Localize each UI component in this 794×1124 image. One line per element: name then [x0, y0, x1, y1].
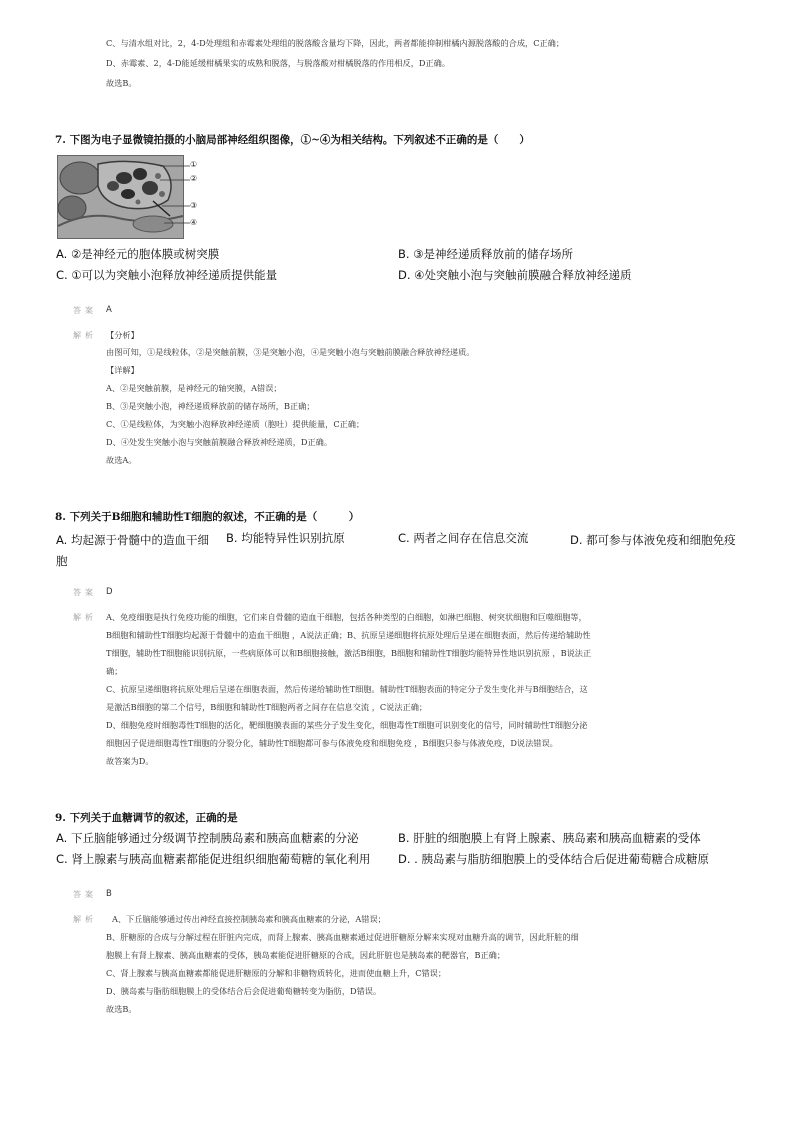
- q8-analysis-label: 解析: [73, 613, 97, 622]
- analysis-line: C、①是线粒体，为突触小泡释放神经递质（胞吐）提供能量，C正确；: [106, 419, 365, 429]
- q7-option-d[interactable]: D. ④处突触小泡与突触前膜融合释放神经递质: [398, 268, 632, 282]
- analysis-line: C、肾上腺素与胰高血糖素都能促进肝糖原的分解和非糖物质转化，进而使血糖上升，C错误；: [106, 968, 447, 978]
- q8-answer: D: [106, 587, 113, 597]
- analysis-line: B、③是突触小泡，神经递质释放前的储存场所，B正确；: [106, 401, 315, 411]
- q8-answer-label: 答案: [73, 588, 97, 597]
- q9-option-c[interactable]: C. 肾上腺素与胰高血糖素都能促进组织细胞葡萄糖的氧化利用: [56, 852, 371, 866]
- figure-label-1: ①: [190, 160, 198, 169]
- figure-label-3: ③: [190, 201, 198, 210]
- figure-leader-lines: [160, 160, 192, 230]
- q9-analysis-label: 解析: [73, 915, 97, 924]
- q9-answer: B: [106, 889, 112, 899]
- analysis-line: 故选B。: [106, 1004, 137, 1014]
- analysis-line: C、抗原呈递细胞将抗原处理后呈递在细胞表面，然后传递给辅助性T细胞。辅助性T细胞表面的特定分子发生变化并与B细胞结合，这: [106, 684, 588, 694]
- analysis-line: A、下丘脑能够通过传出神经直接控制胰岛素和胰高血糖素的分泌，A错误；: [112, 914, 386, 924]
- q7-answer-label: 答案: [73, 306, 97, 315]
- q7-option-a[interactable]: A. ②是神经元的胞体膜或树突膜: [56, 247, 220, 261]
- analysis-line: 是激活B细胞的第二个信号，B细胞和辅助性T细胞两者之间存在信息交流 ，C说法正确；: [106, 702, 428, 712]
- q8-option-d[interactable]: D. 都可参与体液免疫和细胞免疫: [570, 533, 736, 547]
- prev-line: C、与清水组对比，2，4-D处理组和赤霉素处理组的脱落酸含量均下降，因此，两者都能抑制柑橘内源脱落酸的合成，C正确；: [106, 38, 565, 48]
- question-7-title: 7. 下图为电子显微镜拍摄的小脑局部神经组织图像，①~④为相关结构。下列叙述不正确的是（ ）: [55, 134, 530, 146]
- analysis-line: 确；: [106, 666, 123, 676]
- figure-label-2: ②: [190, 174, 198, 183]
- analysis-line: D、胰岛素与脂肪细胞膜上的受体结合后会促进葡萄糖转变为脂肪，D错误。: [106, 986, 382, 996]
- question-9-title: 9. 下列关于血糖调节的叙述，正确的是: [55, 812, 238, 824]
- q9-option-a[interactable]: A. 下丘脑能够通过分级调节控制胰岛素和胰高血糖素的分泌: [56, 831, 359, 845]
- q8-option-a[interactable]: A. 均起源于骨髓中的造血干细胞: [56, 533, 209, 568]
- prev-line: 故选B。: [106, 78, 137, 88]
- analysis-line: 故选A。: [106, 455, 137, 465]
- q7-option-c[interactable]: C. ①可以为突触小泡释放神经递质提供能量: [56, 268, 278, 282]
- analysis-line: D、细胞免疫时细胞毒性T细胞的活化，靶细胞膜表面的某些分子发生变化，细胞毒性T细胞可识别变化的信号，同时辅助性T细胞分泌: [106, 720, 588, 730]
- figure-label-4: ④: [190, 218, 198, 227]
- analysis-line: A、免疫细胞是执行免疫功能的细胞，它们来自骨髓的造血干细胞，包括各种类型的白细胞，如淋巴细胞、树突状细胞和巨噬细胞等，: [106, 612, 587, 622]
- q9-answer-label: 答案: [73, 890, 97, 899]
- q7-answer: A: [106, 305, 112, 315]
- analysis-line: T细胞，辅助性T细胞能识别抗原，一些病原体可以和B细胞接触，激活B细胞，B细胞和辅助性T细胞均能特异性地识别抗原 ，B说法正: [106, 648, 592, 658]
- q9-option-d[interactable]: D. . 胰岛素与脂肪细胞膜上的受体结合后促进葡萄糖合成糖原: [398, 852, 709, 866]
- q8-option-c[interactable]: C. 两者之间存在信息交流: [398, 531, 529, 545]
- analysis-line: D、④处发生突触小泡与突触前膜融合释放神经递质，D正确。: [106, 437, 333, 447]
- analysis-line: 细胞因子促进细胞毒性T细胞的分裂分化，辅助性T细胞都可参与体液免疫和细胞免疫 ，B细胞只参与体液免疫，D说法错误。: [106, 738, 558, 748]
- analysis-line: B细胞和辅助性T细胞均起源于骨髓中的造血干细胞 ，A说法正确；B、抗原呈递细胞将抗原处理后呈递在细胞表面，然后传递给辅助性: [106, 630, 591, 640]
- analysis-line: B、肝糖原的合成与分解过程在肝脏内完成，而肾上腺素、胰高血糖素通过促进肝糖原分解来实现对血糖升高的调节，因此肝脏的细: [106, 932, 579, 942]
- prev-line: D、赤霉素、2，4-D能延缓柑橘果实的成熟和脱落，与脱落酸对柑橘脱落的作用相反，D正确。: [106, 58, 451, 68]
- analysis-line: 由图可知，①是线粒体，②是突触前膜，③是突触小泡，④是突触小泡与突触前膜融合释放神经递质。: [106, 347, 475, 357]
- analysis-line: 【分析】: [106, 330, 139, 340]
- q9-option-b[interactable]: B. 肝脏的细胞膜上有肾上腺素、胰岛素和胰高血糖素的受体: [398, 831, 701, 845]
- analysis-line: 【详解】: [106, 365, 139, 375]
- analysis-line: 故答案为D。: [106, 756, 154, 766]
- q7-analysis-label: 解析: [73, 331, 97, 340]
- q8-option-b[interactable]: B. 均能特异性识别抗原: [226, 531, 345, 545]
- q7-option-b[interactable]: B. ③是神经递质释放前的储存场所: [398, 247, 574, 261]
- question-8-title: 8. 下列关于B细胞和辅助性T细胞的叙述，不正确的是（ ）: [55, 511, 360, 523]
- analysis-line: A、②是突触前膜，是神经元的轴突膜，A错误；: [106, 383, 282, 393]
- analysis-line: 胞膜上有肾上腺素、胰高血糖素的受体，胰岛素能促进肝糖原的合成，因此肝脏也是胰岛素的靶器官，B正确；: [106, 950, 506, 960]
